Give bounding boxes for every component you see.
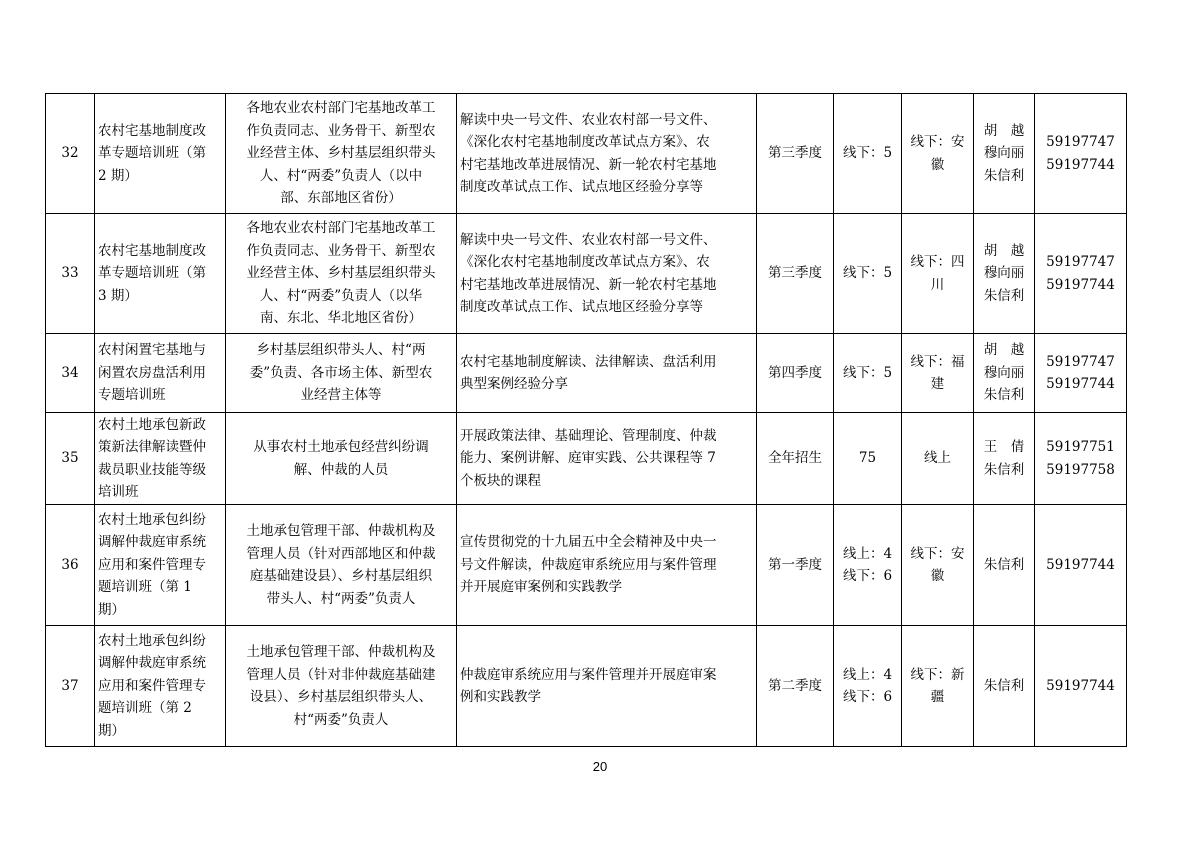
cell-line: 线上 xyxy=(924,450,951,467)
cell-course-name xyxy=(95,334,226,413)
cell-line: 朱信利 xyxy=(983,287,1025,304)
cell-line: 专题培训班 xyxy=(98,387,166,404)
cell-course-name xyxy=(95,626,226,747)
cell-number: 34 xyxy=(46,334,95,413)
cell-line: 例和实践教学 xyxy=(460,689,541,705)
table-row xyxy=(46,626,1127,747)
table-body xyxy=(46,94,1127,747)
cell-content xyxy=(457,413,757,505)
cell-line: 管理人员（针对西部地区和仲裁 xyxy=(246,545,436,562)
cell-line: 朱信利 xyxy=(983,556,1025,573)
cell-target-audience xyxy=(226,505,457,626)
cell-line: 朱信利 xyxy=(983,387,1025,404)
cell-line: 农村土地承包纠纷 xyxy=(98,511,206,528)
cell-line: 南、东北、华北地区省份） xyxy=(260,310,422,327)
cell-line: 59197744 xyxy=(1046,556,1115,573)
training-plan-table xyxy=(45,93,1127,747)
table-row xyxy=(46,214,1127,334)
cell-number: 37 xyxy=(46,626,95,747)
cell-line: 革专题培训班（第 xyxy=(98,145,206,162)
cell-number: 36 xyxy=(46,505,95,626)
cell-scale xyxy=(834,214,902,334)
cell-place xyxy=(902,94,974,214)
cell-contacts xyxy=(974,626,1035,747)
cell-line: 解读中央一号文件、农业农村部一号文件、 xyxy=(460,231,717,248)
cell-line: 线下：5 xyxy=(842,265,893,282)
cell-course-name xyxy=(95,505,226,626)
cell-line: 开展政策法律、基础理论、管理制度、仲裁 xyxy=(460,427,717,444)
cell-line: 线下：新 xyxy=(910,666,965,683)
cell-line: 各地农业农村部门宅基地改革工 xyxy=(246,220,436,237)
cell-line: 59197744 xyxy=(1046,376,1115,392)
cell-line: 土地承包管理干部、仲裁机构及 xyxy=(246,523,436,539)
cell-line: 个板块的课程 xyxy=(460,472,541,489)
cell-line: 应用和案件管理专 xyxy=(98,556,206,573)
cell-line: 农村宅基地制度改 xyxy=(98,122,206,139)
cell-line: 线上：4 xyxy=(842,545,893,562)
cell-line: 期） xyxy=(98,722,125,739)
cell-line: 制度改革试点工作、试点地区经验分享等 xyxy=(460,299,703,315)
cell-line: 业经营主体、乡村基层组织带头 xyxy=(246,265,436,282)
cell-number: 35 xyxy=(46,413,95,505)
cell-phones xyxy=(1035,505,1127,626)
cell-content xyxy=(457,214,757,334)
cell-content xyxy=(457,505,757,626)
cell-contacts xyxy=(974,214,1035,334)
cell-line: 线上：4 xyxy=(842,666,893,683)
cell-line: 村宅基地改革进展情况、新一轮农村宅基地 xyxy=(460,156,717,173)
cell-scale xyxy=(834,626,902,747)
cell-time: 第一季度 xyxy=(757,505,834,626)
cell-scale xyxy=(834,334,902,413)
cell-line: 号文件解读，仲裁庭审系统应用与案件管理 xyxy=(460,556,717,573)
cell-line: 带头人、村“两委”负责人 xyxy=(266,590,416,607)
cell-line: 题培训班（第 2 xyxy=(98,700,192,717)
cell-line: 策新法律解读暨仲 xyxy=(98,439,206,455)
cell-line: 乡村基层组织带头人、村“两 xyxy=(256,342,426,359)
cell-line: 题培训班（第 1 xyxy=(98,579,192,596)
cell-line: 从事农村土地承包经营纠纷调 xyxy=(253,439,429,455)
cell-line: 59197747 xyxy=(1046,353,1115,370)
cell-place xyxy=(902,505,974,626)
cell-phones xyxy=(1035,94,1127,214)
page-number: 20 xyxy=(592,759,608,774)
cell-line: 穆向丽 xyxy=(983,364,1025,381)
cell-line: 穆向丽 xyxy=(983,265,1025,282)
table-row xyxy=(46,505,1127,626)
cell-phones xyxy=(1035,626,1127,747)
cell-time: 第四季度 xyxy=(757,334,834,413)
cell-line: 培训班 xyxy=(98,484,139,500)
cell-number: 33 xyxy=(46,214,95,334)
cell-line: 庭基础建设县）、乡村基层组织 xyxy=(249,568,433,584)
cell-line: 农村宅基地制度改 xyxy=(98,242,206,259)
cell-time: 第二季度 xyxy=(757,626,834,747)
cell-line: 3 期） xyxy=(98,287,138,304)
cell-line: 线下：安 xyxy=(910,545,965,562)
cell-line: 村“两委”负责人 xyxy=(293,711,389,728)
cell-line: 仲裁庭审系统应用与案件管理并开展庭审案 xyxy=(460,666,717,683)
table-row xyxy=(46,94,1127,214)
cell-line: 土地承包管理干部、仲裁机构及 xyxy=(246,644,436,660)
cell-line: 59197747 xyxy=(1046,254,1115,270)
cell-place xyxy=(902,214,974,334)
cell-line: 制度改革试点工作、试点地区经验分享等 xyxy=(460,179,703,195)
cell-place xyxy=(902,334,974,413)
cell-line: 能力、案例讲解、庭审实践、公共课程等 7 xyxy=(460,450,716,467)
cell-line: 《深化农村宅基地制度改革试点方案》、农 xyxy=(460,254,710,270)
cell-line: 人、村“两委”负责人（以华 xyxy=(259,287,423,304)
cell-line: 59197744 xyxy=(1046,276,1115,293)
cell-line: 徽 xyxy=(930,156,945,173)
cell-line: 农村土地承包新政 xyxy=(98,416,206,433)
cell-line: 线下：福 xyxy=(910,353,965,370)
cell-line: 59197758 xyxy=(1046,461,1115,478)
cell-line: 解、仲裁的人员 xyxy=(293,461,389,478)
cell-place xyxy=(902,413,974,505)
cell-line: 村宅基地改革进展情况、新一轮农村宅基地 xyxy=(460,276,717,293)
cell-line: 59197747 xyxy=(1046,134,1115,150)
cell-number: 32 xyxy=(46,94,95,214)
cell-phones xyxy=(1035,413,1127,505)
cell-line: 农村宅基地制度解读、法律解读、盘活利用 xyxy=(460,353,717,370)
cell-line: 农村闲置宅基地与 xyxy=(98,342,206,359)
cell-line: 59197744 xyxy=(1046,677,1115,694)
cell-line: 应用和案件管理专 xyxy=(98,677,206,694)
cell-line: 业经营主体、乡村基层组织带头 xyxy=(246,145,436,162)
cell-line: 各地农业农村部门宅基地改革工 xyxy=(246,100,436,117)
cell-line: 部、东部地区省份） xyxy=(280,190,402,207)
cell-line: 朱信利 xyxy=(983,461,1025,478)
cell-line: 线下：5 xyxy=(842,364,893,381)
cell-course-name xyxy=(95,94,226,214)
cell-line: 王 倩 xyxy=(983,439,1025,455)
cell-contacts xyxy=(974,334,1035,413)
cell-line: 川 xyxy=(930,276,945,293)
cell-phones xyxy=(1035,214,1127,334)
cell-line: 75 xyxy=(858,450,877,467)
cell-time: 第三季度 xyxy=(757,214,834,334)
cell-line: 朱信利 xyxy=(983,167,1025,184)
cell-line: 胡 越 xyxy=(983,122,1025,139)
cell-line: 调解仲裁庭审系统 xyxy=(98,655,206,672)
cell-line: 线下：安 xyxy=(910,134,965,150)
cell-line: 59197744 xyxy=(1046,156,1115,173)
cell-line: 典型案例经验分享 xyxy=(460,376,568,392)
cell-line: 委”负责、各市场主体、新型农 xyxy=(249,364,433,381)
cell-line: 管理人员（针对非仲裁庭基础建 xyxy=(246,666,436,683)
cell-line: 调解仲裁庭审系统 xyxy=(98,534,206,551)
cell-target-audience xyxy=(226,413,457,505)
cell-time: 全年招生 xyxy=(757,413,834,505)
cell-line: 胡 越 xyxy=(983,342,1025,359)
table-row xyxy=(46,334,1127,413)
cell-line: 解读中央一号文件、农业农村部一号文件、 xyxy=(460,111,717,128)
cell-line: 穆向丽 xyxy=(983,145,1025,162)
cell-line: 建 xyxy=(930,376,945,392)
cell-line: 闲置农房盘活利用 xyxy=(98,364,206,381)
cell-scale xyxy=(834,413,902,505)
cell-line: 线下：6 xyxy=(842,689,893,705)
cell-line: 胡 越 xyxy=(983,242,1025,259)
cell-line: 《深化农村宅基地制度改革试点方案》、农 xyxy=(460,134,710,150)
cell-line: 作负责同志、业务骨干、新型农 xyxy=(246,122,436,139)
cell-line: 线下：6 xyxy=(842,568,893,584)
table-row xyxy=(46,413,1127,505)
cell-course-name xyxy=(95,413,226,505)
cell-phones xyxy=(1035,334,1127,413)
cell-line: 革专题培训班（第 xyxy=(98,265,206,282)
cell-line: 59197751 xyxy=(1046,439,1115,455)
cell-content xyxy=(457,94,757,214)
cell-line: 农村土地承包纠纷 xyxy=(98,632,206,649)
cell-course-name xyxy=(95,214,226,334)
cell-line: 作负责同志、业务骨干、新型农 xyxy=(246,242,436,259)
cell-contacts xyxy=(974,94,1035,214)
cell-contacts xyxy=(974,413,1035,505)
cell-line: 裁员职业技能等级 xyxy=(98,461,206,478)
cell-scale xyxy=(834,505,902,626)
cell-line: 线下：5 xyxy=(842,145,893,162)
cell-content xyxy=(457,626,757,747)
cell-target-audience xyxy=(226,214,457,334)
cell-time: 第三季度 xyxy=(757,94,834,214)
cell-content xyxy=(457,334,757,413)
cell-line: 2 期） xyxy=(98,167,138,184)
cell-line: 朱信利 xyxy=(983,677,1025,694)
cell-line: 并开展庭审案例和实践教学 xyxy=(460,579,622,596)
cell-contacts xyxy=(974,505,1035,626)
cell-line: 设县）、乡村基层组织带头人、 xyxy=(249,689,433,705)
cell-line: 宣传贯彻党的十九届五中全会精神及中央一 xyxy=(460,534,717,551)
cell-target-audience xyxy=(226,334,457,413)
cell-line: 人、村“两委”负责人（以中 xyxy=(259,167,423,184)
cell-line: 徽 xyxy=(930,568,945,584)
cell-line: 疆 xyxy=(930,689,945,705)
cell-line: 线下：四 xyxy=(910,254,965,270)
cell-scale xyxy=(834,94,902,214)
cell-target-audience xyxy=(226,626,457,747)
cell-line: 业经营主体等 xyxy=(300,387,382,404)
cell-target-audience xyxy=(226,94,457,214)
cell-line: 期） xyxy=(98,601,125,618)
cell-place xyxy=(902,626,974,747)
